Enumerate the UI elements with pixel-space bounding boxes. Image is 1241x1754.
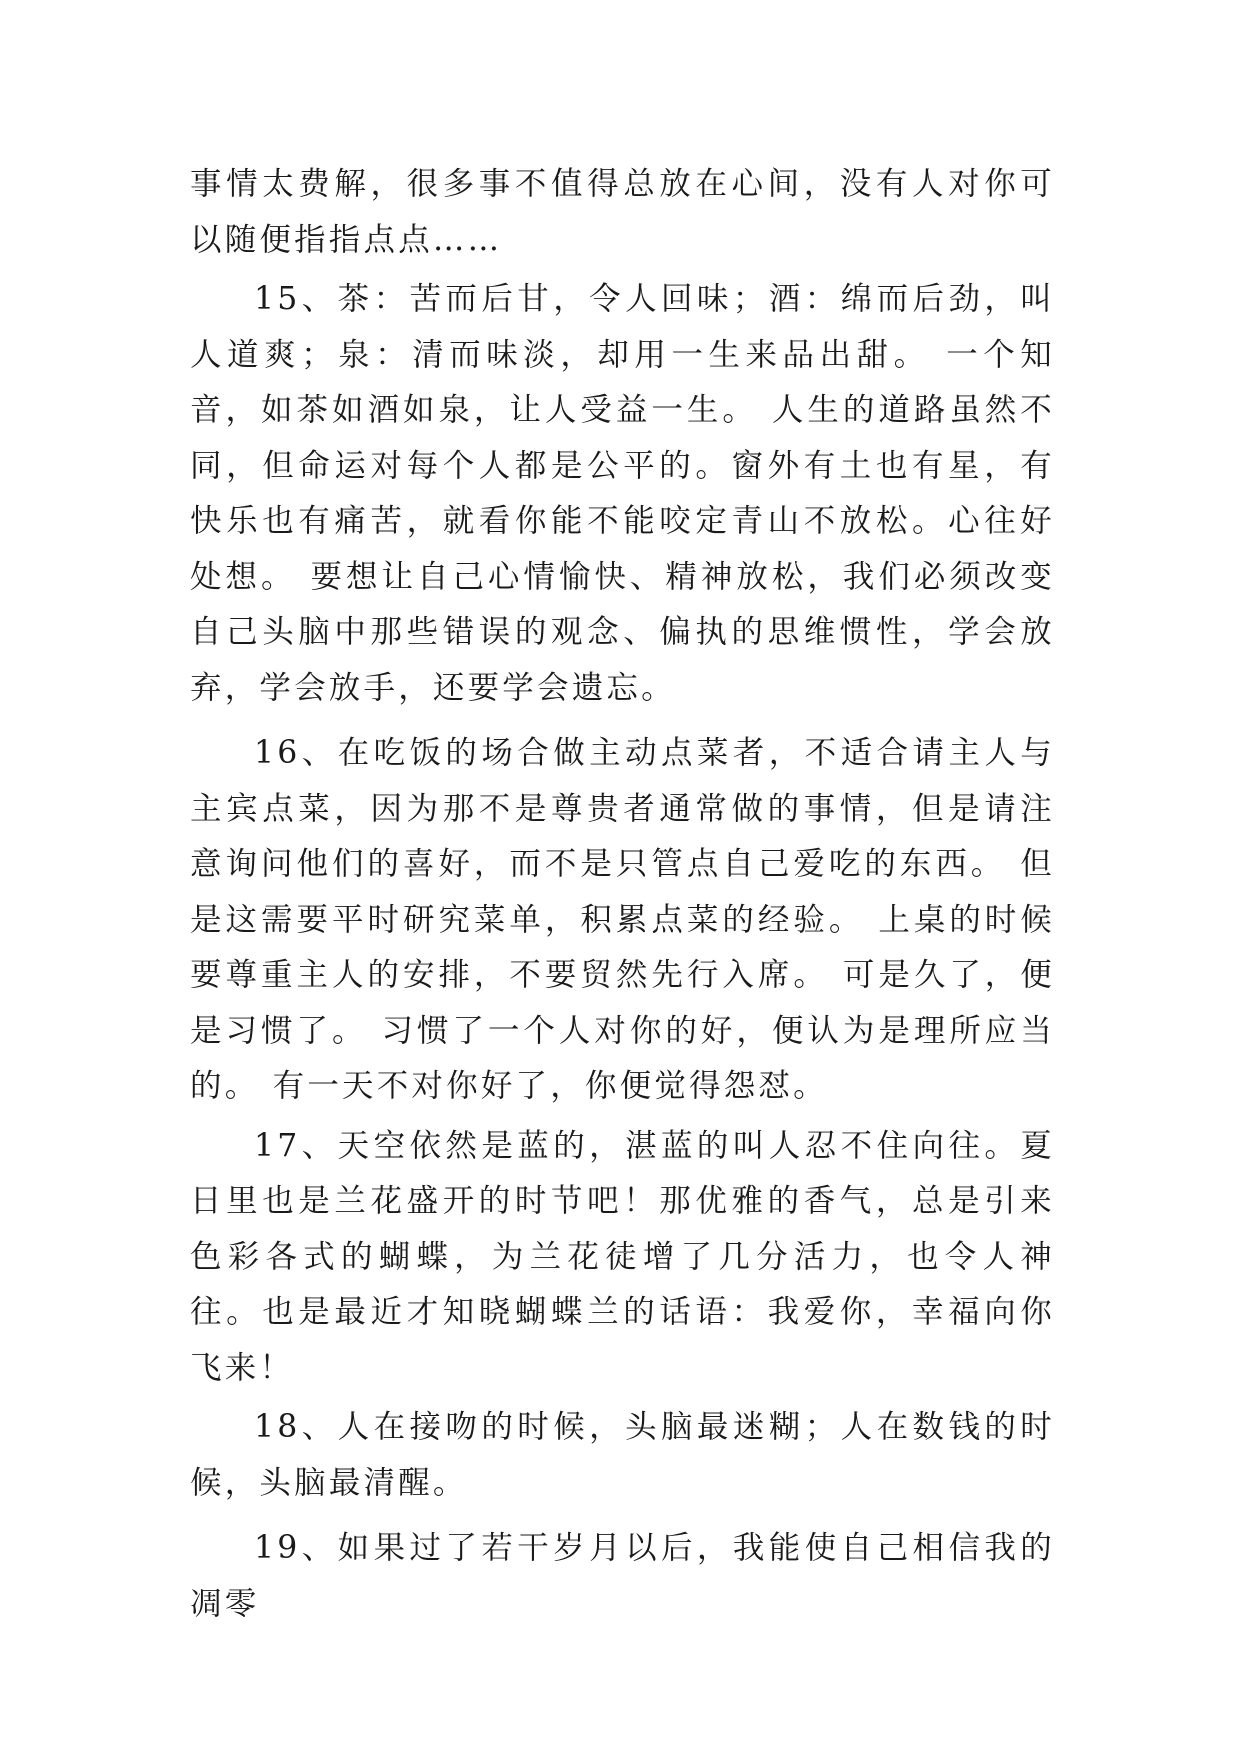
paragraph-16: 16、在吃饭的场合做主动点菜者，不适合请主人与主宾点菜，因为那不是尊贵者通常做的事情，但是请注意询问他们的喜好，而不是只管点自己爱吃的东西。 但是这需要平时研究菜单，积累点菜的经验。 上桌的时候要尊重主人的安排，不要贸然先行入席。 可是久了，便是习惯了。 习惯了一个人对你的好，便认为是理所应当的。 有一天不对你好了，你便觉得怨怼。	[190, 735, 1055, 1104]
paragraph-15: 15、茶：苦而后甘，令人回味；酒：绵而后劲，叫人道爽；泉：清而味淡，却用一生来品出甜。 一个知音，如茶如酒如泉，让人受益一生。 人生的道路虽然不同，但命运对每个人都是公平的。窗外有土也有星，有快乐也有痛苦，就看你能不能咬定青山不放松。心往好处想。 要想让自己心情愉快、精神放松，我们必须改变自己头脑中那些错误的观念、偏执的思维惯性，学会放弃，学会放手，还要学会遗忘。	[190, 281, 1055, 706]
paragraph-17: 17、天空依然是蓝的，湛蓝的叫人忍不住向往。夏日里也是兰花盛开的时节吧！那优雅的香气，总是引来色彩各式的蝴蝶，为兰花徒增了几分活力，也令人神往。也是最近才知晓蝴蝶兰的话语：我爱你，幸福向你飞来！	[190, 1127, 1055, 1386]
paragraph-19: 19、如果过了若干岁月以后，我能使自己相信我的凋零	[190, 1530, 1055, 1622]
document-body	[190, 157, 1055, 1632]
paragraph-continuation: 事情太费解，很多事不值得总放在心间，没有人对你可以随便指指点点……	[190, 166, 1055, 258]
paragraph-18: 18、人在接吻的时候，头脑最迷糊；人在数钱的时候，头脑最清醒。	[190, 1409, 1055, 1501]
